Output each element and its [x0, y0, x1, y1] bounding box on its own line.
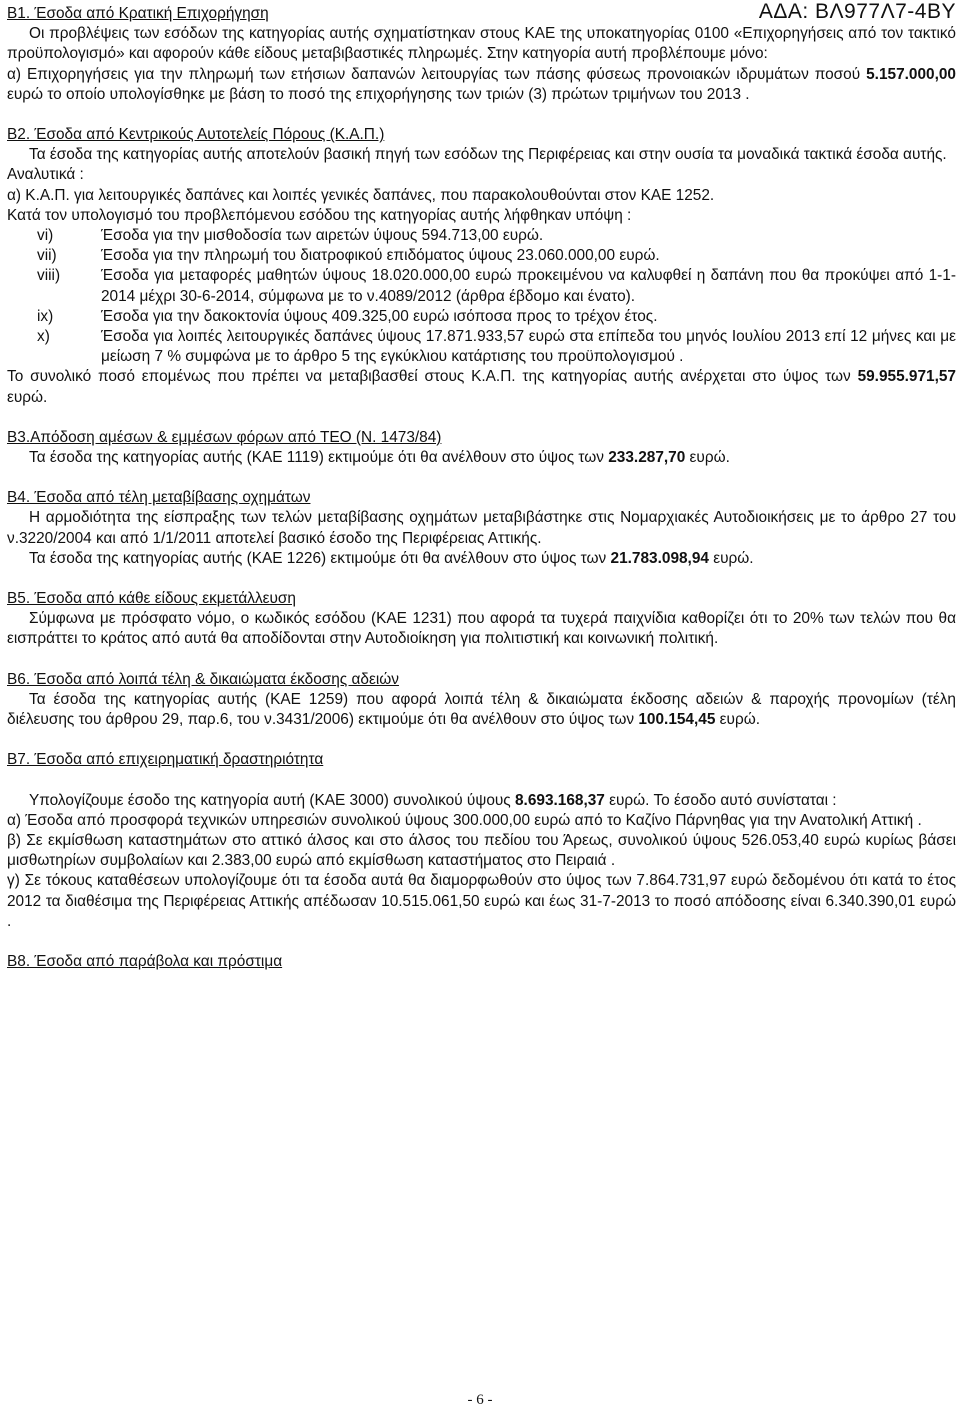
page-number: - 6 - — [467, 1392, 493, 1408]
b2-analytika: Αναλυτικά : — [7, 166, 84, 184]
b5-paragraph: Σύμφωνα με πρόσφατο νόμο, ο κωδικός εσόδου (ΚΑΕ 1231) που αφορά τα τυχερά παιχνίδια καθορίζει ότι το 20% των τελών που θα εισπράττει το κράτος από αυτά θα αποδίδονται στην Αυτοδιοίκηση για πολιτιστική και κοινωνική πολιτική. — [7, 610, 956, 648]
b2-items-list — [7, 226, 956, 367]
b7-item-a: α) Έσοδα από προσφορά τεχνικών υπηρεσιών συνολικού ύψους 300.000,00 ευρώ από το Καζίνο Πάρνηθας για την Ανατολική Αττική . — [7, 811, 922, 829]
b3-paragraph: Τα έσοδα της κατηγορίας αυτής (ΚΑΕ 1119) εκτιμούμε ότι θα ανέλθουν στο ύψος των 233.287,70 ευρώ. — [29, 449, 730, 467]
b1-paragraph-2: α) Επιχορηγήσεις για την πληρωμή των ετήσιων δαπανών λειτουργίας των πάσης φύσεως προνοιακών ιδρυμάτων ποσού 5.157.000,00 ευρώ το οποίο υπολογίσθηκε με βάση το ποσό της επιχορήγησης των τριών (3) πρώτων τριμήνων του 2013 . — [7, 65, 956, 103]
list-item: ix) Έσοδα για την δακοκτονία ύψους 409.325,00 ευρώ ισόποσα προς το τρέχον έτος. — [37, 307, 658, 325]
b2-a-line: α) Κ.Α.Π. για λειτουργικές δαπάνες και λοιπές γενικές δαπάνες, που παρακολουθούνται στον ΚΑΕ 1252. — [7, 186, 715, 204]
section-b4-heading: Β4. Έσοδα από τέλη μεταβίβασης οχημάτων — [7, 489, 311, 507]
b2-paragraph-1: Τα έσοδα της κατηγορίας αυτής αποτελούν βασική πηγή των εσόδων της Περιφέρειας και στην ουσία τα μοναδικά τακτικά έσοδα αυτής. — [29, 146, 947, 164]
b4-paragraph-1: Η αρμοδιότητα της είσπραξης των τελών μεταβίβασης οχημάτων μεταβιβάστηκε στις Νομαρχιακές Αυτοδιοικήσεις με το άρθρο 27 του ν.3220/2004 και από 1/1/2011 αποτελεί βασικό έσοδο της Περιφέρειας Αττικής. — [7, 509, 956, 547]
b2-calc: Κατά τον υπολογισμό του προβλεπόμενου εσόδου της κατηγορίας αυτής λήφθηκαν υπόψη : — [7, 206, 632, 224]
section-b2-heading: Β2. Έσοδα από Κεντρικούς Αυτοτελείς Πόρους (Κ.Α.Π.) — [7, 126, 385, 144]
section-b5-heading: Β5. Έσοδα από κάθε είδους εκμετάλλευση — [7, 590, 296, 608]
section-b1-heading: Β1. Έσοδα από Κρατική Επιχορήγηση — [7, 5, 269, 22]
b1-paragraph-1: Οι προβλέψεις των εσόδων της κατηγορίας αυτής σχηματίστηκαν στους ΚΑΕ της υποκατηγορίας 0100 «Επιχορηγήσεις από τον τακτικό προϋπολογισμό» και αφορούν κάθε είδους μεταβιβαστικές πληρωμές. Στην κατηγορία αυτή προβλέπουμε μόνο: — [7, 25, 956, 63]
b7-item-b: β) Σε εκμίσθωση καταστημάτων στο αττικό άλσος και στο άλσος του πεδίου του Άρεως, συνολικού ύψους 526.053,40 ευρώ κυρίως βάσει μισθωτηρίων συμβολαίων και 2.383,00 ευρώ από εκμίσθωση καταστήματος στο Πειραιά . — [7, 831, 956, 870]
list-item: vi) Έσοδα για την μισθοδοσία των αιρετών ύψους 594.713,00 ευρώ. — [37, 227, 544, 245]
b4-paragraph-2: Τα έσοδα της κατηγορίας αυτής (ΚΑΕ 1226) εκτιμούμε ότι θα ανέλθουν στο ύψος των 21.783.098,94 ευρώ. — [29, 549, 754, 567]
section-b7-heading: Β7. Έσοδα από επιχειρηματική δραστηριότητα — [7, 751, 324, 769]
b7-paragraph-1: Υπολογίζουμε έσοδο της κατηγορία αυτή (ΚΑΕ 3000) συνολικού ύψους 8.693.168,37 ευρώ. Το έσοδο αυτό συνίσταται : — [29, 791, 837, 809]
ada-code: ΑΔΑ: ΒΛ977Λ7-4ΒΥ — [758, 0, 956, 23]
section-b3-heading: Β3.Απόδοση αμέσων & εμμέσων φόρων από ΤΕΟ (Ν. 1473/84) — [7, 428, 442, 446]
document-body — [7, 4, 956, 972]
b2-total: Το συνολικό ποσό επομένως που πρέπει να μεταβιβασθεί στους Κ.Α.Π. της κατηγορίας αυτής ανέρχεται στο ύψος των 59.955.971,57 ευρώ. — [7, 368, 956, 406]
list-item: vii) Έσοδα για την πληρωμή του διατροφικού επιδόματος ύψους 23.060.000,00 ευρώ. — [37, 247, 660, 265]
b6-paragraph: Τα έσοδα της κατηγορίας αυτής (ΚΑΕ 1259) που αφορά λοιπά τέλη & δικαιώματα έκδοσης αδειών & παροχής προνομίων (τέλη διέλευσης του άρθρου 29, παρ.6, του ν.3431/2006) εκτιμούμε ότι θα ανέλθουν στο ύψος των 100.154,45 ευρώ. — [7, 690, 956, 729]
list-item: x) Έσοδα για λοιπές λειτουργικές δαπάνες ύψους 17.871.933,57 ευρώ στα επίπεδα του μηνός Ιουλίου 2013 επί 12 μήνες και με μείωση 7 % συμφώνα με το άρθρο 5 της εγκύκλιου κατάρτισης του προϋπολογισμού . — [37, 328, 956, 366]
section-b6-heading: Β6. Έσοδα από λοιπά τέλη & δικαιώματα έκδοσης αδειών — [7, 670, 399, 688]
section-b8-heading: Β8. Έσοδα από παράβολα και πρόστιμα — [7, 952, 283, 970]
b7-item-c: γ) Σε τόκους καταθέσεων υπολογίζουμε ότι τα έσοδα αυτά θα διαμορφωθούν στο ύψος των 7.864.731,97 ευρώ δεδομένου ότι κατά το έτος 2012 τα διαθέσιμα της Περιφέρειας Αττικής απέδωσαν 10.515.061,50 ευρώ και έως 31-7-2013 το ποσό απόδοσης είναι 6.340.390,01 ευρώ . — [7, 872, 956, 930]
list-item: viii) Έσοδα για μεταφορές μαθητών ύψους 18.020.000,00 ευρώ προκειμένου να καλυφθεί η δαπάνη που θα προκύψει από 1-1-2014 μέχρι 30-6-2014, σύμφωνα με το ν.4089/2012 (άρθρα έβδομο και ένατο). — [37, 267, 956, 305]
